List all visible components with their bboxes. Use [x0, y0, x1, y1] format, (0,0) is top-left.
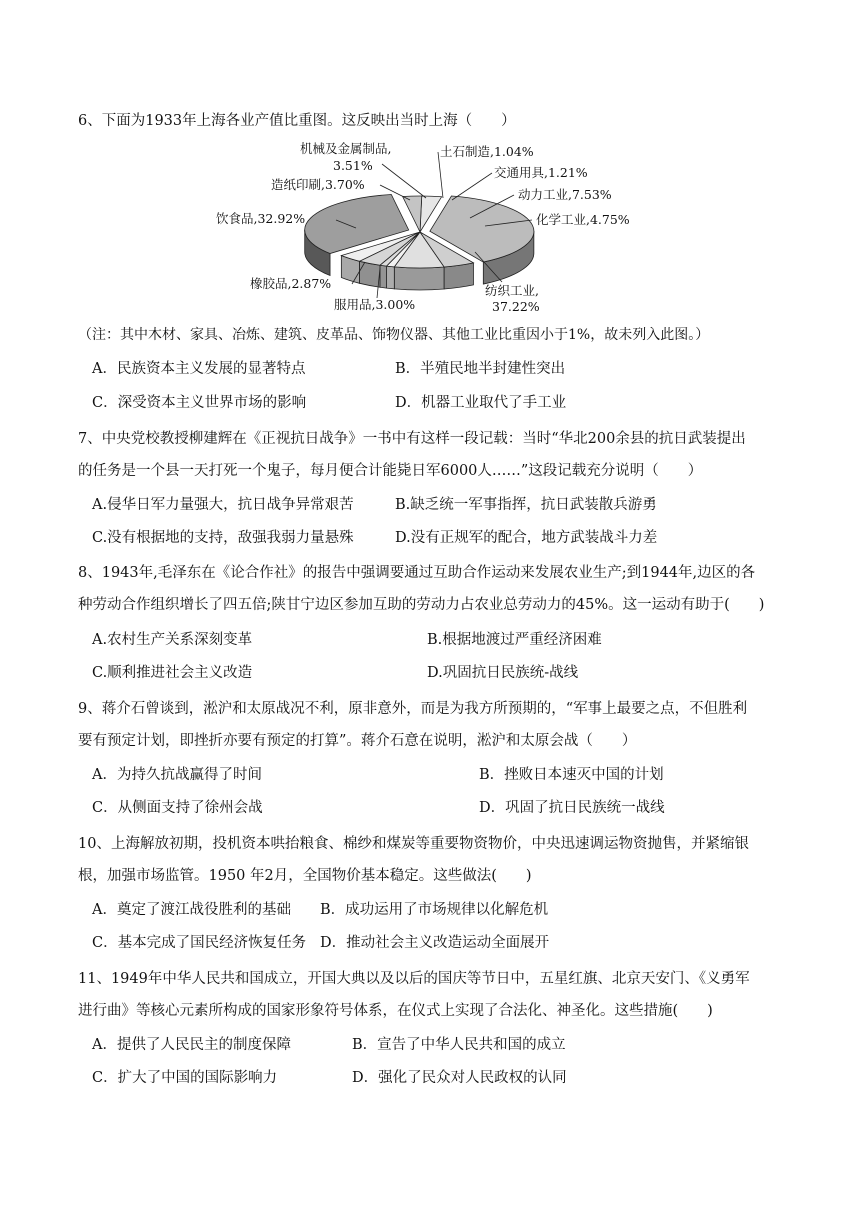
pie-label-9: 土石制造,1.04% [440, 144, 534, 159]
q6-option-b[interactable]: B．半殖民地半封建性突出 [395, 361, 566, 377]
q6-option-c[interactable]: C．深受资本主义世界市场的影响 [92, 395, 307, 411]
q9-stem-line1: 9、蒋介石曾谈到，淞沪和太原战况不利，原非意外，而是为我方所预期的，“军事上最要之点，不但胜利 [78, 701, 748, 717]
q9-stem-line2: 要有预定计划，即挫折亦要有预定的打算”。蒋介石意在说明，淞沪和太原会战（ ） [78, 733, 637, 749]
q9-option-d[interactable]: D．巩固了抗日民族统一战线 [479, 800, 665, 816]
q11-stem-line2: 进行曲》等核心元素所构成的国家形象符号体系，在仪式上实现了合法化、神圣化。这些措施( ) [78, 1003, 713, 1019]
q7-options-row1 [92, 490, 792, 520]
q7-option-c[interactable]: C.没有根据地的支持，敌强我弱力量悬殊 [92, 530, 354, 546]
q8-options-row1 [92, 625, 792, 655]
q11-options-row2 [92, 1063, 792, 1093]
pie-leader-5 [382, 164, 426, 198]
q6-stem: 6、下面为1933年上海各业产值比重图。这反映出当时上海（ ） [78, 113, 516, 129]
pie-leader-8 [452, 173, 492, 200]
pie-label-3: 化学工业,4.75% [536, 212, 630, 227]
q8-stem-line1: 8、1943年,毛泽东在《论合作社》的报告中强调要通过互助合作运动来发展农业生产;到1944年,边区的各 [78, 565, 756, 581]
q10-stem-line2: 根，加强市场监管。1950 年2月，全国物价基本稳定。这些做法( ) [78, 868, 532, 884]
q9-option-a[interactable]: A．为持久抗战赢得了时间 [92, 767, 262, 783]
q10-options-row1 [92, 895, 792, 925]
q10-stem-line1: 10、上海解放初期，投机资本哄抬粮食、棉纱和煤炭等重要物资物价，中央迅速调运物资抛售，并紧缩银 [78, 836, 749, 852]
q7-options-row2 [92, 523, 792, 553]
pie-label-5: 机械及金属制品, [300, 141, 392, 156]
pie-slices [305, 194, 534, 268]
q8-option-b[interactable]: B.根据地渡过严重经济困难 [427, 632, 602, 648]
q10-options-row2 [92, 928, 792, 958]
pie-label-value-0: 37.22% [492, 299, 540, 314]
q8-option-c[interactable]: C.顺利推进社会主义改造 [92, 665, 253, 681]
q6-option-d[interactable]: D．机器工业取代了手工业 [395, 395, 567, 411]
q8-option-d[interactable]: D.巩固抗日民族统-战线 [427, 665, 579, 681]
q9-options-row1 [92, 760, 792, 790]
pie-label-8: 交通用具,1.21% [494, 165, 588, 180]
q7-option-d[interactable]: D.没有正规军的配合，地方武装战斗力差 [395, 530, 658, 546]
pie-side-9 [380, 265, 387, 288]
q7-stem-line2: 的任务是一个县一天打死一个鬼子，每月便合计能毙日军6000人……”这段记载充分说明（ ） [78, 463, 703, 479]
q6-option-a[interactable]: A．民族资本主义发展的显著特点 [92, 361, 306, 377]
q7-stem-line1: 7、中央党校教授柳建辉在《正视抗日战争》一书中有这样一段记载：当时“华北200余县的抗日武装提出 [78, 431, 746, 447]
pie-label-value-5: 3.51% [333, 158, 373, 173]
q11-option-a[interactable]: A．提供了人民民主的制度保障 [92, 1037, 291, 1053]
q11-option-b[interactable]: B．宣告了中华人民共和国的成立 [352, 1037, 566, 1053]
q10-option-c[interactable]: C．基本完成了国民经济恢复任务 [92, 935, 307, 951]
pie-label-0: 纺织工业, [485, 283, 539, 298]
q8-options-row2 [92, 658, 792, 688]
q11-options-row1 [92, 1030, 792, 1060]
q9-options-row2 [92, 793, 792, 823]
q11-option-c[interactable]: C．扩大了中国的国际影响力 [92, 1070, 278, 1086]
q7-option-b[interactable]: B.缺乏统一军事指挥，抗日武装散兵游勇 [395, 497, 657, 513]
q6-note: （注：其中木材、家具、冶炼、建筑、皮革品、饰物仪器、其他工业比重因小于1%，故未列入此图。） [78, 327, 710, 343]
q8-stem-line2: 种劳动合作组织增长了四五倍;陕甘宁边区参加互助的劳动力占农业总劳动力的45%。这一运动有助于( ) [78, 597, 765, 613]
q10-option-a[interactable]: A．奠定了渡江战役胜利的基础 [92, 902, 291, 918]
q6-options-row1 [92, 354, 792, 384]
q8-option-a[interactable]: A.农村生产关系深刻变革 [92, 632, 253, 648]
q11-option-d[interactable]: D．强化了民众对人民政权的认同 [352, 1070, 567, 1086]
q10-option-d[interactable]: D．推动社会主义改造运动全面展开 [320, 935, 550, 951]
q6-options-row2 [92, 388, 792, 418]
pie-label-4: 造纸印刷,3.70% [271, 177, 365, 192]
q11-stem-line1: 11、1949年中华人民共和国成立，开国大典以及以后的国庆等节日中，五星红旗、北京天安门、《义勇军 [78, 971, 750, 987]
q7-option-a[interactable]: A.侵华日军力量强大，抗日战争异常艰苦 [92, 497, 354, 513]
q9-option-b[interactable]: B．挫败日本速灭中国的计划 [479, 767, 664, 783]
pie-label-7: 橡胶品,2.87% [250, 276, 332, 291]
q10-option-b[interactable]: B．成功运用了市场规律以化解危机 [320, 902, 549, 918]
pie-side-8 [387, 266, 395, 289]
pie-label-2: 动力工业,7.53% [518, 187, 612, 202]
q9-option-c[interactable]: C．从侧面支持了徐州会战 [92, 800, 263, 816]
pie-side-2 [394, 267, 444, 290]
pie-chart-1933-shanghai [216, 140, 650, 320]
pie-label-6: 服用品,3.00% [334, 297, 416, 312]
pie-label-1: 饮食品,32.92% [216, 211, 306, 226]
